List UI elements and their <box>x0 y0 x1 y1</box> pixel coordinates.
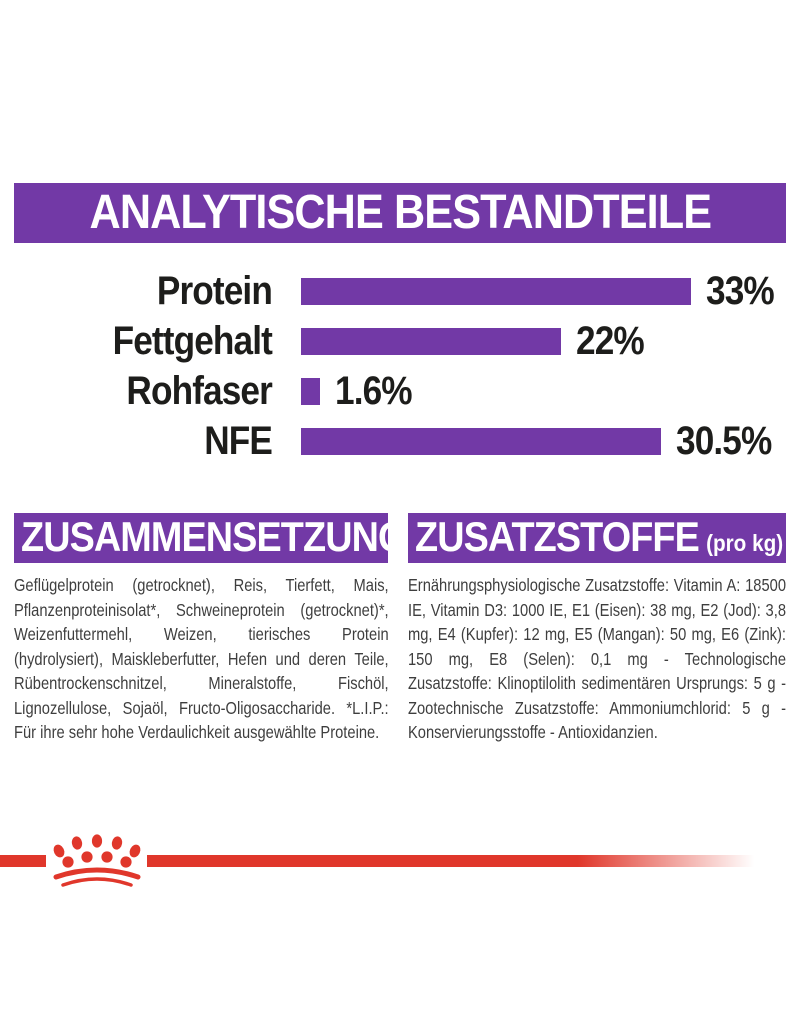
analytical-title: ANALYTISCHE BESTANDTEILE <box>89 186 711 239</box>
chart-category-label: Rohfaser <box>126 369 272 413</box>
footer-divider-left <box>0 855 46 867</box>
chart-value-label: 1.6% <box>335 369 412 413</box>
chart-row <box>14 316 786 366</box>
composition-banner <box>14 513 407 563</box>
royal-canin-crown-icon <box>50 833 144 889</box>
chart-row <box>14 366 786 416</box>
chart-category-label: Protein <box>156 269 272 313</box>
bar-chart <box>14 266 786 466</box>
chart-category-label: NFE <box>204 419 272 463</box>
additives-body: Ernährungsphysiologische Zusatzstoffe: Vitamin A: 18500 IE, Vitamin D3: 1000 IE, E1 (Eisen): 38 mg, E2 (Jod): 3,8 mg, E4 (Kupfer): 12 mg, E5 (Mangan): 50 mg, E6 (Zink): 150 mg, E8 (Selen): 0,1 mg - Technologische Zusatzstoffe: Klinoptilolith sedimentären Ursprungs: 5 g - Zootechnische Zusatzstoffe: Ammoniumchlorid: 5 g - Konservierungsstoffe - Antioxidanzien. <box>408 575 786 742</box>
footer-divider-right <box>147 855 800 867</box>
chart-value-label: 33% <box>706 269 774 313</box>
chart-category-label: Fettgehalt <box>112 319 272 363</box>
chart-bar <box>301 428 661 455</box>
chart-bar <box>301 278 691 305</box>
chart-row <box>14 266 786 316</box>
analytical-banner <box>14 183 786 243</box>
composition-body: Geflügelprotein (getrocknet), Reis, Tierfett, Mais, Pflanzenproteinisolat*, Schweineprotein (getrocknet)*, Weizenfuttermehl, Weizen, tierisches Protein (hydrolysiert), Maiskleberfutter, Hefen und deren Teile, Rübentrockenschnitzel, Mineralstoffe, Fischöl, Lignozellulose, Sojaöl, Fructo-Oligosaccharide. *L.I.P.: Für ihre sehr hohe Verdaulichkeit ausgewählte Proteine. <box>14 575 389 742</box>
chart-bar <box>301 378 320 405</box>
chart-row <box>14 416 786 466</box>
chart-value-label: 30.5% <box>676 419 772 463</box>
additives-title: ZUSATZSTOFFE <box>415 513 699 560</box>
additives-banner <box>408 513 786 563</box>
additives-section <box>408 513 786 745</box>
additives-subtitle: (pro kg) <box>706 530 784 556</box>
composition-title: ZUSAMMENSETZUNG <box>21 513 407 560</box>
chart-value-label: 22% <box>576 319 644 363</box>
composition-section <box>14 513 407 745</box>
chart-bar <box>301 328 561 355</box>
